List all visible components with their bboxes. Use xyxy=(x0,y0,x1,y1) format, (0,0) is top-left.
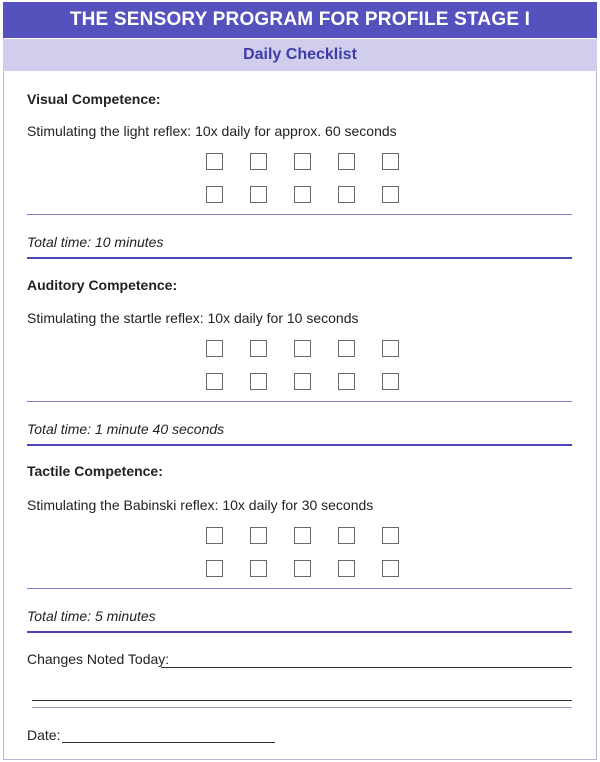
checkbox[interactable] xyxy=(294,373,311,390)
checkbox[interactable] xyxy=(250,560,267,577)
checkbox[interactable] xyxy=(294,186,311,203)
checkbox[interactable] xyxy=(382,340,399,357)
checkbox[interactable] xyxy=(250,186,267,203)
page-subtitle: Daily Checklist xyxy=(3,39,597,71)
checkbox[interactable] xyxy=(250,153,267,170)
checkbox[interactable] xyxy=(382,373,399,390)
date-field[interactable] xyxy=(62,742,275,743)
visual-checkbox-grid xyxy=(206,153,400,209)
checkbox[interactable] xyxy=(206,340,223,357)
checkbox[interactable] xyxy=(250,373,267,390)
changes-noted-label: Changes Noted Today: xyxy=(27,651,170,667)
checkbox[interactable] xyxy=(338,186,355,203)
visual-total-time: Total time: 10 minutes xyxy=(27,234,164,250)
visual-heading: Visual Competence: xyxy=(27,91,161,107)
checkbox[interactable] xyxy=(338,153,355,170)
checkbox[interactable] xyxy=(206,560,223,577)
visual-instruction: Stimulating the light reflex: 10x daily for approx. 60 seconds xyxy=(27,123,397,139)
checkbox[interactable] xyxy=(206,186,223,203)
checkbox[interactable] xyxy=(382,186,399,203)
checkbox[interactable] xyxy=(206,153,223,170)
checkbox[interactable] xyxy=(206,373,223,390)
checkbox[interactable] xyxy=(338,560,355,577)
tactile-heading: Tactile Competence: xyxy=(27,463,163,479)
tactile-instruction: Stimulating the Babinski reflex: 10x daily for 30 seconds xyxy=(27,497,374,513)
footer-divider xyxy=(32,707,572,708)
visual-section-rule xyxy=(27,257,572,259)
tactile-checkbox-grid xyxy=(206,527,400,583)
checkbox[interactable] xyxy=(206,527,223,544)
changes-noted-field-line-2[interactable] xyxy=(32,700,572,701)
checkbox[interactable] xyxy=(294,560,311,577)
checkbox[interactable] xyxy=(250,340,267,357)
checkbox[interactable] xyxy=(294,527,311,544)
checkbox[interactable] xyxy=(338,340,355,357)
checkbox[interactable] xyxy=(250,527,267,544)
auditory-heading: Auditory Competence: xyxy=(27,277,178,293)
auditory-divider xyxy=(27,401,572,402)
checkbox[interactable] xyxy=(382,560,399,577)
checkbox[interactable] xyxy=(382,153,399,170)
tactile-divider xyxy=(27,588,572,589)
auditory-instruction: Stimulating the startle reflex: 10x daily for 10 seconds xyxy=(27,310,359,326)
tactile-section-rule xyxy=(27,631,572,633)
changes-noted-field[interactable] xyxy=(161,667,572,668)
auditory-total-time: Total time: 1 minute 40 seconds xyxy=(27,421,225,437)
date-label: Date: xyxy=(27,727,61,743)
checkbox[interactable] xyxy=(338,527,355,544)
page-title: THE SENSORY PROGRAM FOR PROFILE STAGE I xyxy=(3,2,597,38)
checkbox[interactable] xyxy=(294,153,311,170)
auditory-checkbox-grid xyxy=(206,340,400,396)
checkbox[interactable] xyxy=(294,340,311,357)
tactile-total-time: Total time: 5 minutes xyxy=(27,608,156,624)
visual-divider xyxy=(27,214,572,215)
auditory-section-rule xyxy=(27,444,572,446)
checkbox[interactable] xyxy=(338,373,355,390)
checkbox[interactable] xyxy=(382,527,399,544)
